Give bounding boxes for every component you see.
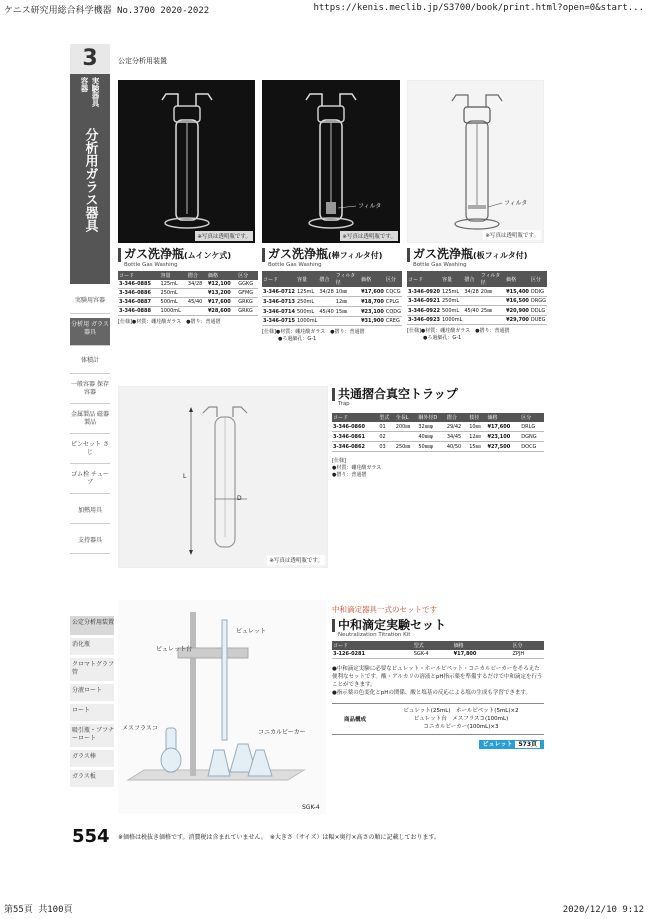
table-cell: GRKG xyxy=(237,307,258,316)
trap-photo xyxy=(118,386,328,568)
titration-block xyxy=(332,604,544,748)
bullet-item: ●指示薬の色変化とpHの関係、酸と塩基の反応による塩の生成も学習できます。 xyxy=(332,690,531,696)
table-cell: 32㎜φ xyxy=(417,422,445,432)
table-cell: DOCG xyxy=(520,442,544,452)
label-burette: ビュレット xyxy=(236,628,266,635)
table-cell: 15㎜ xyxy=(335,307,360,317)
table-cell: ¥27,500 xyxy=(486,442,520,452)
trap-title: 共通摺合真空トラップ xyxy=(332,388,544,401)
spec-note: ●ろ過細孔：G-1 xyxy=(278,336,317,342)
composition-list xyxy=(378,707,544,731)
subnav-item-rot[interactable] xyxy=(70,704,114,722)
sidebar-item-kinzoku[interactable] xyxy=(70,408,110,434)
table-cell: ¥12,100 xyxy=(207,280,237,289)
product-subtitle: Bottle Gas Washing xyxy=(413,262,467,268)
table-cell: 250㎜ xyxy=(395,442,418,452)
table-cell: 45/40 xyxy=(319,308,334,315)
table-cell: CPLG xyxy=(385,297,402,307)
table-cell: 500mL xyxy=(160,298,187,307)
table-cell: 125mL xyxy=(296,287,318,297)
composition-item: ビュレット台 メスフラスコ(100mL) xyxy=(413,716,509,722)
product-photo-1 xyxy=(118,80,255,243)
table-header-cell: コード xyxy=(407,271,441,287)
section-title-block xyxy=(70,114,110,284)
table-cell: 200㎜ xyxy=(395,422,418,432)
table-header-cell: 価格 xyxy=(207,271,237,280)
table-header-cell: 型式 xyxy=(378,413,394,422)
ref-link-row xyxy=(332,739,544,748)
subnav-item-bunekirot[interactable] xyxy=(70,684,114,702)
titration-red-caption: 中和滴定器具一式のセットです xyxy=(332,605,437,614)
table-cell: 34/28 xyxy=(319,288,334,295)
print-footer-pages: 第55頁 共100頁 xyxy=(4,905,73,915)
table-cell: 10㎜ xyxy=(468,422,486,432)
table-cell: 20㎜ xyxy=(480,287,505,297)
photo-note: ※写真は透明瓶です。 xyxy=(483,230,541,240)
table-cell: 34/45 xyxy=(446,432,468,442)
sidebar-item-shiji[interactable] xyxy=(70,530,110,554)
table-header-row xyxy=(332,641,544,650)
chapter-number: 3 xyxy=(70,44,110,74)
ref-page: 573頁 xyxy=(515,741,540,748)
table-header-cell: 価格 xyxy=(505,271,530,287)
product-photo-3 xyxy=(407,80,544,243)
chapter-label: 実験器具容器 xyxy=(80,77,100,107)
table-cell: 50㎜φ xyxy=(417,442,445,452)
product-photo-2 xyxy=(262,80,400,243)
label-stand: ビュレット台 xyxy=(156,646,192,653)
chapter-label-block xyxy=(70,74,110,114)
subnav-item-kotei[interactable] xyxy=(70,616,114,636)
table-cell: ¥16,500 xyxy=(506,298,529,304)
section-heading: 公定分析用装置 xyxy=(118,57,167,65)
product-block-3 xyxy=(407,248,547,342)
table-cell: ¥17,600 xyxy=(361,288,384,295)
label-flask: メスフラスコ xyxy=(122,725,158,732)
table-cell: DRLG xyxy=(520,422,544,432)
section-title: 分析用ガラス器具 xyxy=(82,128,98,232)
composition-label: 商品構成 xyxy=(343,717,366,723)
table-header-cell: 容量 xyxy=(160,271,187,280)
composition-item: コニカルビーカー(100mL)×3 xyxy=(423,724,499,730)
subnav-item-kuroma[interactable] xyxy=(70,658,114,682)
titration-subtitle: Neutralization Titration Kit xyxy=(338,632,411,638)
filter-label: フィルタ xyxy=(504,200,528,207)
bottle-illustration xyxy=(262,80,400,243)
composition-item: ビュレット(25mL) ホールピペット(5mL)×2 xyxy=(403,708,519,714)
product-block-2 xyxy=(262,248,402,343)
table-header-row xyxy=(332,413,544,422)
sidebar-item-jikken[interactable] xyxy=(70,288,110,314)
table-cell: CREG xyxy=(385,317,402,326)
table-cell: 3-346-0714 xyxy=(263,308,295,315)
table-cell: DUEG xyxy=(530,317,546,323)
table-row xyxy=(332,432,544,442)
table-cell xyxy=(187,307,207,316)
table-cell: 45/40 xyxy=(187,298,207,307)
ref-label: ビュレット xyxy=(482,741,513,748)
sidebar-item-label: 金属製品 磁器製品 xyxy=(71,411,109,426)
subnav-item-label: 公定分析用装置 xyxy=(72,619,115,626)
table-cell: ¥17,600 xyxy=(486,422,520,432)
table-header-cell: 摺合 xyxy=(446,413,468,422)
table-cell: 01 xyxy=(378,422,394,432)
table-cell: ¥28,600 xyxy=(207,307,237,316)
table-cell: 3-346-0887 xyxy=(118,298,160,307)
subnav-item-kyuin[interactable] xyxy=(70,724,114,748)
table-cell: 15㎜ xyxy=(468,442,486,452)
table-cell: GFMG xyxy=(237,289,258,298)
table-header-cell: 区分 xyxy=(530,271,547,287)
table-header-cell: 型式 xyxy=(413,641,453,650)
table-row xyxy=(262,297,402,307)
table-row xyxy=(332,650,544,659)
table-header-cell: 容量 xyxy=(441,271,463,287)
spec-table xyxy=(118,271,258,316)
table-cell: GRKG xyxy=(237,298,258,307)
table-cell: 3-346-0861 xyxy=(332,432,378,442)
table-row xyxy=(118,289,258,298)
table-cell: 250mL xyxy=(296,297,318,307)
table-header-cell: 胴外径D xyxy=(417,413,445,422)
photo-note: ※写真は透明瓶です。 xyxy=(267,555,325,565)
trap-spec-table xyxy=(332,413,544,452)
product-title-paren: (棒フィルタ付) xyxy=(328,251,383,260)
table-cell: ¥23,100 xyxy=(361,308,384,315)
subnav-item-label: 分液ロート xyxy=(72,687,103,694)
table-cell: ZPJH xyxy=(511,650,544,659)
table-header-cell: コード xyxy=(118,271,160,280)
product-title: ガス洗浄瓶(ムインケ式) xyxy=(118,248,258,262)
product-block-1 xyxy=(118,248,258,326)
subnav-item-label: ガラス板 xyxy=(72,773,96,780)
titration-illustration xyxy=(118,600,326,814)
spec-table xyxy=(407,271,547,325)
table-cell: 125mL xyxy=(441,287,463,297)
spec-table xyxy=(262,271,402,326)
table-header-cell: コード xyxy=(332,413,378,422)
table-row xyxy=(407,297,547,306)
table-row xyxy=(332,422,544,432)
table-cell: CQDG xyxy=(385,308,401,315)
table-cell: 250mL xyxy=(441,297,463,306)
table-row xyxy=(332,442,544,452)
table-cell: 3-126-0281 xyxy=(332,650,413,659)
table-row xyxy=(118,307,258,316)
table-cell: CQCG xyxy=(385,288,401,295)
table-cell: 25㎜ xyxy=(480,306,505,316)
table-header-row xyxy=(118,271,258,280)
table-header-cell: 区分 xyxy=(511,641,544,650)
product-title-paren: (ムインケ式) xyxy=(184,251,232,260)
table-cell xyxy=(480,316,505,325)
table-cell: DDLG xyxy=(530,307,546,314)
table-header-cell: 摺合 xyxy=(463,271,479,287)
table-row xyxy=(118,298,258,307)
trap-spec-notes xyxy=(332,458,544,479)
table-cell: 500mL xyxy=(296,307,318,317)
table-cell: 125mL xyxy=(160,280,187,289)
sidebar-item-label: ピンセット さじ xyxy=(71,441,109,456)
spec-note: ●摺り：普通摺 xyxy=(332,472,367,478)
titration-bullets xyxy=(332,665,544,697)
table-cell: 1000mL xyxy=(296,318,318,324)
label-model: SGK-4 xyxy=(302,804,320,811)
print-header-url: https://kenis.meclib.jp/S3700/book/print.html?open=0&start... xyxy=(313,3,644,13)
table-cell: ¥29,700 xyxy=(506,317,529,323)
sidebar-item-gomusen[interactable] xyxy=(70,468,110,494)
table-header-cell: 価格 xyxy=(486,413,520,422)
table-header-cell: 枝径 xyxy=(468,413,486,422)
table-cell: 3-346-0860 xyxy=(332,422,378,432)
table-cell: 40㎜φ xyxy=(417,432,445,442)
table-header-cell: 摺合 xyxy=(187,271,207,280)
table-row xyxy=(262,287,402,297)
sidebar-item-label: ゴム栓 チューブ xyxy=(71,471,109,486)
subnav-item-garasubo[interactable] xyxy=(70,750,114,768)
table-header-row xyxy=(262,271,402,287)
table-cell: SGK-4 xyxy=(413,650,453,659)
table-cell xyxy=(335,317,360,326)
table-header-cell: 区分 xyxy=(385,271,402,287)
table-cell xyxy=(463,316,479,325)
spec-note: ●材質：硼珪酸ガラス xyxy=(332,465,382,471)
table-header-cell: フィルタ径 xyxy=(480,271,505,287)
table-header-cell: 区分 xyxy=(520,413,544,422)
spec-note: [仕様]●材質：硼珪酸ガラス ●摺り：普通摺 xyxy=(118,319,221,325)
subnav-item-label: ガラス棒 xyxy=(72,753,96,760)
trap-block xyxy=(332,388,544,479)
table-header-cell: コード xyxy=(332,641,413,650)
dimension-D-label: D xyxy=(237,495,242,502)
table-row xyxy=(407,287,547,297)
table-cell xyxy=(318,297,334,307)
sidebar-item-ippan[interactable] xyxy=(70,378,110,404)
table-cell xyxy=(463,297,479,306)
sidebar-item-label: 支持器具 xyxy=(77,537,102,544)
table-row xyxy=(262,307,402,317)
table-header-row xyxy=(407,271,547,287)
product-title: ガス洗浄瓶(棒フィルタ付) xyxy=(262,248,402,262)
table-cell xyxy=(480,297,505,306)
bottle-illustration xyxy=(118,80,255,243)
product-title: ガス洗浄瓶(板フィルタ付) xyxy=(407,248,547,262)
table-cell: 3-346-0886 xyxy=(118,289,160,298)
spec-note: [仕様]●材質：硼珪酸ガラス ●摺り：普通摺 xyxy=(407,328,510,334)
table-row xyxy=(262,317,402,326)
table-cell: 3-346-0920 xyxy=(408,288,440,295)
table-cell: 12㎜ xyxy=(335,297,360,307)
table-cell: 03 xyxy=(378,442,394,452)
composition-box xyxy=(332,703,544,735)
table-cell: ¥13,200 xyxy=(207,289,237,298)
sidebar-item-taiseki[interactable] xyxy=(70,350,110,374)
subnav-item-garasuban[interactable] xyxy=(70,770,114,788)
table-cell: 3-346-0712 xyxy=(263,288,295,295)
sidebar-item-pinset[interactable] xyxy=(70,438,110,464)
dimension-L-label: L xyxy=(183,473,187,480)
table-cell: 12㎜ xyxy=(468,432,486,442)
table-cell: ¥15,400 xyxy=(506,288,529,295)
print-header-title: ケニス研究用総合科学機器 No.3700 2020-2022 xyxy=(4,6,210,16)
table-cell: ¥17,600 xyxy=(207,298,237,307)
table-cell xyxy=(395,432,418,442)
table-cell: ¥18,700 xyxy=(361,298,384,305)
table-header-cell: 価格 xyxy=(360,271,385,287)
table-row xyxy=(118,280,258,289)
table-cell xyxy=(187,289,207,298)
subnav-item-label: ロート xyxy=(72,707,91,714)
table-cell: GGKG xyxy=(237,280,258,289)
sidebar-item-label: 分析用 ガラス器具 xyxy=(71,321,109,336)
table-cell: DGNG xyxy=(520,432,544,442)
table-cell: ¥17,800 xyxy=(453,650,512,659)
product-subtitle: Bottle Gas Washing xyxy=(124,262,178,268)
bottom-note: ※価格は税抜き価格です。消費税は含まれていません。 ※大きさ（サイズ）は幅×奥行×高さの順に記載しております。 xyxy=(118,834,441,841)
spec-note: [仕様]●材質：硼珪酸ガラス ●摺り：普通摺 xyxy=(262,329,365,335)
page-number: 554 xyxy=(72,826,110,847)
table-cell: 3-346-0921 xyxy=(408,298,440,304)
table-cell: 34/28 xyxy=(464,288,479,295)
table-cell: 3-346-0713 xyxy=(263,298,295,305)
table-header-cell: 容量 xyxy=(296,271,318,287)
burette-ref-link[interactable] xyxy=(479,740,544,749)
sidebar-item-bunseki[interactable] xyxy=(70,318,110,346)
table-row xyxy=(407,306,547,316)
subnav-item-label: 消化瓶 xyxy=(72,641,91,648)
sidebar-item-label: 体積計 xyxy=(80,357,99,364)
table-header-cell: 区分 xyxy=(237,271,258,280)
print-footer-date: 2020/12/10 9:12 xyxy=(562,905,644,915)
spec-note: ●ろ過細孔：G-1 xyxy=(423,335,462,341)
sidebar-item-label: 一般容器 保存容器 xyxy=(71,381,109,396)
subnav-item-shoka[interactable] xyxy=(70,638,114,656)
table-cell: 40/50 xyxy=(446,442,468,452)
product-subtitle: Bottle Gas Washing xyxy=(268,262,322,268)
bullet-item: ●中和滴定実験に必要なビュレット・ホールピペット・コニカルビーカーをそろえた便利なセットです。酸・アルカリの溶液とpH指示薬を準備するだけで中和滴定を行うことができます。 xyxy=(332,666,543,688)
table-cell: 02 xyxy=(378,432,394,442)
table-cell: 500mL xyxy=(441,306,463,316)
sidebar-item-label: 加熱用具 xyxy=(77,507,102,514)
table-header-cell: 全長L xyxy=(395,413,418,422)
titration-spec-table xyxy=(332,641,544,659)
titration-photo xyxy=(118,600,326,814)
sidebar-item-label: 実験用容器 xyxy=(74,297,105,304)
table-cell: 250mL xyxy=(160,289,187,298)
table-cell: ¥31,900 xyxy=(361,318,384,324)
sidebar-item-kanetsu[interactable] xyxy=(70,500,110,524)
table-cell: 10㎜ xyxy=(335,287,360,297)
table-cell: 45/40 xyxy=(464,307,479,314)
label-beaker: コニカルビーカー xyxy=(258,729,306,736)
table-cell: DDIG xyxy=(530,287,547,297)
subnav-item-label: クロマトグラフ管 xyxy=(72,661,114,676)
table-cell: 34/28 xyxy=(187,280,207,289)
product-title-paren: (板フィルタ付) xyxy=(473,251,528,260)
trap-subtitle: Trap xyxy=(338,401,350,407)
photo-note: ※写真は透明瓶です。 xyxy=(195,231,253,241)
trap-illustration xyxy=(119,387,328,568)
table-cell: 3-346-0885 xyxy=(118,280,160,289)
table-header-cell: 価格 xyxy=(453,641,512,650)
table-cell: ¥23,100 xyxy=(486,432,520,442)
titration-title: 中和滴定実験セット xyxy=(332,619,544,632)
table-header-cell: 摺合 xyxy=(318,271,334,287)
subnav-item-label: 吸引瓶・ブフナーロート xyxy=(72,727,115,742)
table-cell: 3-346-0922 xyxy=(408,307,440,314)
table-cell: 29/42 xyxy=(446,422,468,432)
table-cell: DRGG xyxy=(530,298,546,304)
table-header-cell: フィルタ径 xyxy=(335,271,360,287)
bottle-illustration xyxy=(408,81,544,243)
table-cell: ¥20,900 xyxy=(506,307,529,314)
table-cell: 3-346-0888 xyxy=(118,307,160,316)
table-cell: 3-346-0923 xyxy=(408,317,440,323)
table-cell: 1000mL xyxy=(160,307,187,316)
filter-label: フィルタ xyxy=(358,203,382,210)
spec-note: [仕様] xyxy=(332,458,346,464)
table-row xyxy=(407,316,547,325)
table-header-cell: コード xyxy=(262,271,296,287)
table-cell: 3-346-0862 xyxy=(332,442,378,452)
table-cell: 1000mL xyxy=(441,317,463,323)
table-cell: 3-346-0715 xyxy=(263,318,295,324)
photo-note: ※写真は透明瓶です。 xyxy=(340,231,398,241)
table-cell xyxy=(318,317,334,326)
